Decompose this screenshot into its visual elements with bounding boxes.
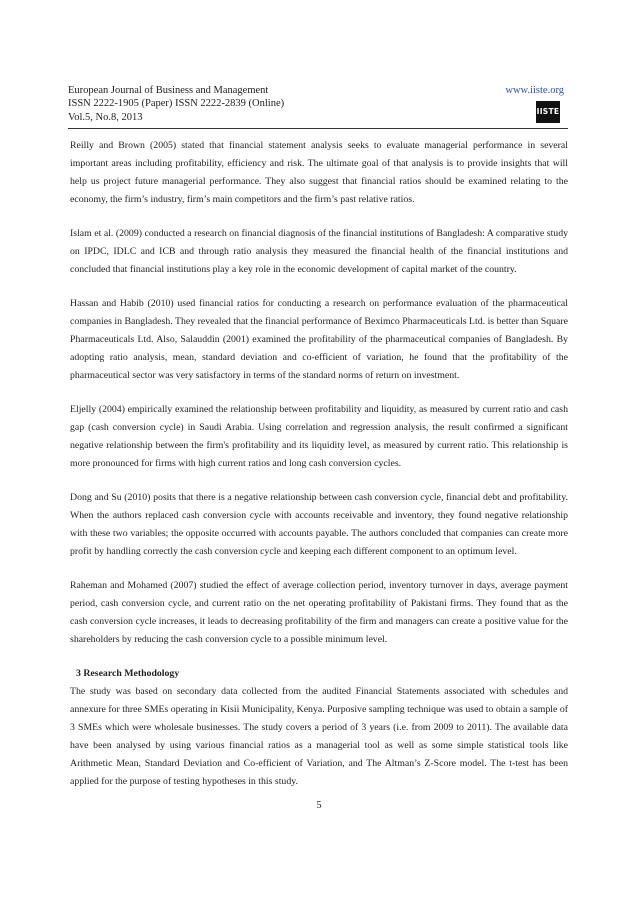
paragraph-dong-su: Dong and Su (2010) posits that there is a negative relationship between cash conversion cycle, financial debt and profitability. When the authors replaced cash conversion cycle with accounts receivable and inventory, they found negative relationship with these two variables; the opposite occurred with accounts payable. The authors concluded that companies can create more profit by handling correctly the cash conversion cycle and keeping each different component to an optimum level. bbox=[70, 492, 568, 557]
section-heading-methodology: 3 Research Methodology bbox=[76, 668, 180, 679]
body-text bbox=[70, 137, 568, 807]
page-header bbox=[68, 84, 568, 126]
paragraph-methodology: The study was based on secondary data collected from the audited Financial Statements associated with schedules and annexure for three SMEs operating in Kisii Municipality, Kenya. Purposive sampling technique was used to obtain a sample of 3 SMEs which were wholesale businesses. The study covers a period of 3 years (i.e. from 2009 to 2011). The available data have been analysed by using various financial ratios as a managerial tool as well as some simple statistical tools like Arithmetic Mean, Standard Deviation and Co-efficient of Variation, and The Altman’s Z-Score model. The t-test has been applied for the purpose of testing hypotheses in this study. bbox=[70, 686, 568, 787]
issn-line: ISSN 2222-1905 (Paper) ISSN 2222-2839 (Online) bbox=[68, 98, 285, 109]
volume-line: Vol.5, No.8, 2013 bbox=[68, 112, 143, 123]
journal-title: European Journal of Business and Management bbox=[68, 85, 269, 96]
paragraph-reilly-brown: Reilly and Brown (2005) stated that financial statement analysis seeks to evaluate managerial performance in several important areas including profitability, efficiency and risk. The ultimate goal of that analysis is to provide insights that will help us project future managerial performance. They also suggest that financial ratios should be examined relating to the economy, the firm’s industry, firm’s main competitors and the firm’s past relative ratios. bbox=[70, 140, 568, 205]
page-number: 5 bbox=[316, 800, 322, 811]
paragraph-eljelly: Eljelly (2004) empirically examined the relationship between profitability and liquidity, as measured by current ratio and cash gap (cash conversion cycle) in Saudi Arabia. Using correlation and regression analysis, the result confirmed a significant negative relationship between the firm's profitability and its liquidity level, as measured by current ratio. This relationship is more pronounced for firms with high current ratios and long cash conversion cycles. bbox=[70, 404, 568, 469]
paragraph-islam: Islam et al. (2009) conducted a research on financial diagnosis of the financial institutions of Bangladesh: A comparative study on IPDC, IDLC and ICB and through ratio analysis they measured the financial health of the financial institutions and concluded that financial institutions play a key role in the economic development of capital market of the country. bbox=[70, 228, 568, 275]
paragraph-hassan-habib: Hassan and Habib (2010) used financial ratios for conducting a research on performance evaluation of the pharmaceutical companies in Bangladesh. They revealed that the financial performance of Beximco Pharmaceuticals Ltd. is better than Square Pharmaceuticals Ltd. Also, Salauddin (2001) examined the profitability of the pharmaceutical companies of Bangladesh. By adopting ratio analysis, mean, standard deviation and co-efficient of variation, he found that the profitability of the pharmaceutical sector was very satisfactory in terms of the standard norms of return on investment. bbox=[70, 298, 568, 381]
journal-url-link[interactable]: www.iiste.org bbox=[505, 85, 564, 96]
iiste-logo: IISTE bbox=[536, 101, 560, 123]
header-divider bbox=[68, 128, 568, 129]
paragraph-raheman: Raheman and Mohamed (2007) studied the effect of average collection period, inventory turnover in days, average payment period, cash conversion cycle, and current ratio on the net operating profitability of Pakistani firms. They found that as the cash conversion cycle increases, it leads to decreasing profitability of the firm and managers can create a positive value for the shareholders by reducing the cash conversion cycle to a possible minimum level. bbox=[70, 580, 568, 645]
